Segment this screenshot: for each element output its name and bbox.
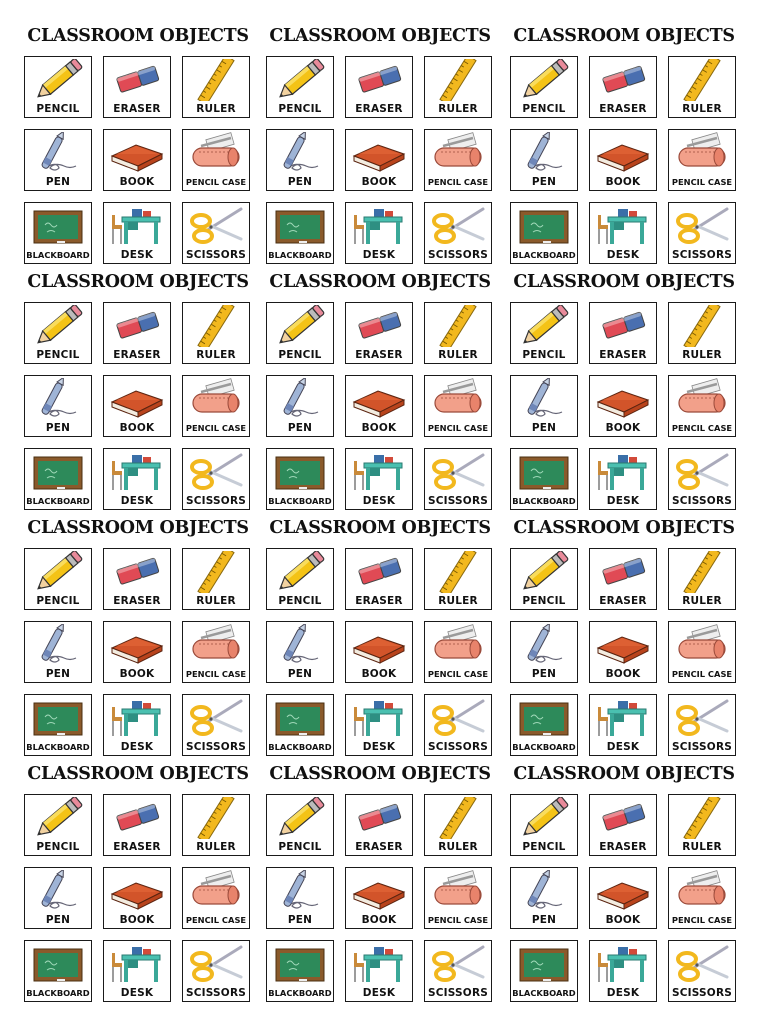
flashcard-label: RULER: [196, 103, 236, 115]
flashcard-label: PENCIL: [522, 103, 566, 115]
flashcard: [345, 867, 413, 929]
flashcard: [266, 302, 334, 364]
flashcard: [182, 621, 250, 683]
flashcard-label: BLACKBOARD: [26, 742, 90, 752]
flashcard: [668, 621, 736, 683]
flashcard: [510, 940, 578, 1002]
flashcard-label: BOOK: [119, 914, 155, 926]
flashcard: [668, 56, 736, 118]
flashcard: [266, 375, 334, 437]
flashcard: [182, 202, 250, 264]
flashcard: [589, 548, 657, 610]
flashcard: [345, 940, 413, 1002]
flashcard-label: DESK: [606, 249, 640, 261]
flashcard: [424, 56, 492, 118]
flashcard-set: [16, 24, 260, 262]
flashcard-label: BLACKBOARD: [26, 988, 90, 998]
flashcard-label: SCISSORS: [427, 741, 488, 753]
flashcard: [24, 302, 92, 364]
flashcard: [266, 940, 334, 1002]
flashcard: [182, 375, 250, 437]
flashcard-label: PEN: [531, 176, 557, 188]
flashcard-set: [16, 762, 260, 1000]
flashcard-label: BOOK: [119, 668, 155, 680]
flashcard-label: PEN: [287, 422, 313, 434]
flashcard-label: PEN: [45, 914, 71, 926]
set-title: CLASSROOM OBJECTS: [27, 764, 249, 784]
set-title: CLASSROOM OBJECTS: [27, 518, 249, 538]
flashcard-label: PENCIL CASE: [427, 177, 489, 187]
flashcard: [266, 202, 334, 264]
flashcard-label: BOOK: [361, 422, 397, 434]
flashcard-label: DESK: [362, 249, 396, 261]
flashcard-label: DESK: [120, 495, 154, 507]
flashcard: [345, 448, 413, 510]
flashcard-label: SCISSORS: [427, 987, 488, 999]
flashcard: [668, 202, 736, 264]
flashcard: [345, 129, 413, 191]
flashcard-label: SCISSORS: [671, 987, 732, 999]
flashcard: [182, 940, 250, 1002]
flashcard-label: PEN: [531, 668, 557, 680]
flashcard: [510, 621, 578, 683]
flashcard-label: DESK: [120, 987, 154, 999]
flashcard-label: DESK: [362, 987, 396, 999]
flashcard-label: ERASER: [113, 349, 161, 361]
flashcard: [424, 548, 492, 610]
flashcard: [589, 794, 657, 856]
flashcard-label: BLACKBOARD: [512, 742, 576, 752]
flashcard-label: PENCIL: [278, 349, 322, 361]
flashcard: [424, 302, 492, 364]
flashcard-label: RULER: [682, 841, 722, 853]
flashcard-label: DESK: [606, 741, 640, 753]
flashcard: [668, 375, 736, 437]
flashcard-label: DESK: [120, 741, 154, 753]
flashcard: [266, 548, 334, 610]
flashcard-label: SCISSORS: [671, 495, 732, 507]
flashcard: [103, 621, 171, 683]
set-title: CLASSROOM OBJECTS: [269, 518, 491, 538]
flashcard-label: BOOK: [361, 176, 397, 188]
flashcard: [345, 621, 413, 683]
flashcard-label: PENCIL CASE: [427, 915, 489, 925]
flashcard-label: DESK: [120, 249, 154, 261]
flashcard: [266, 129, 334, 191]
flashcard-label: ERASER: [355, 349, 403, 361]
flashcard: [24, 129, 92, 191]
flashcard: [510, 794, 578, 856]
flashcard-label: SCISSORS: [185, 741, 246, 753]
flashcard-label: BOOK: [361, 668, 397, 680]
flashcard-label: PENCIL: [36, 103, 80, 115]
flashcard: [266, 794, 334, 856]
flashcard: [266, 694, 334, 756]
flashcard-label: PENCIL: [522, 595, 566, 607]
flashcard-label: SCISSORS: [185, 249, 246, 261]
set-title: CLASSROOM OBJECTS: [269, 272, 491, 292]
set-title: CLASSROOM OBJECTS: [27, 26, 249, 46]
flashcard-label: BLACKBOARD: [268, 988, 332, 998]
flashcard-label: PENCIL: [278, 841, 322, 853]
flashcard-label: SCISSORS: [185, 495, 246, 507]
flashcard-label: PENCIL CASE: [427, 423, 489, 433]
flashcard: [424, 129, 492, 191]
flashcard-label: PENCIL: [36, 841, 80, 853]
flashcard-label: PENCIL: [278, 103, 322, 115]
flashcard-label: ERASER: [599, 595, 647, 607]
flashcard-set: [258, 516, 502, 754]
flashcard: [103, 940, 171, 1002]
flashcard-label: PENCIL CASE: [185, 915, 247, 925]
flashcard: [589, 694, 657, 756]
flashcard-label: ERASER: [113, 103, 161, 115]
flashcard-label: RULER: [682, 103, 722, 115]
flashcard: [424, 202, 492, 264]
flashcard: [424, 448, 492, 510]
flashcard-label: PENCIL CASE: [185, 669, 247, 679]
flashcard: [424, 621, 492, 683]
flashcard: [24, 867, 92, 929]
flashcard-label: DESK: [606, 987, 640, 999]
flashcard: [589, 940, 657, 1002]
flashcard-label: BLACKBOARD: [268, 496, 332, 506]
flashcard: [103, 448, 171, 510]
flashcard-label: BOOK: [605, 422, 641, 434]
flashcard-label: PENCIL CASE: [671, 915, 733, 925]
flashcard-label: BLACKBOARD: [268, 742, 332, 752]
flashcard: [424, 940, 492, 1002]
flashcard: [103, 129, 171, 191]
flashcard: [266, 621, 334, 683]
flashcard-label: ERASER: [355, 595, 403, 607]
flashcard: [182, 694, 250, 756]
flashcard-label: PEN: [45, 668, 71, 680]
flashcard-label: DESK: [362, 495, 396, 507]
flashcard: [589, 621, 657, 683]
flashcard: [510, 202, 578, 264]
flashcard-label: BOOK: [605, 668, 641, 680]
flashcard-label: SCISSORS: [427, 249, 488, 261]
flashcard: [510, 56, 578, 118]
flashcard: [510, 375, 578, 437]
flashcard: [266, 448, 334, 510]
flashcard: [424, 375, 492, 437]
flashcard-set: [502, 24, 746, 262]
flashcard-label: SCISSORS: [671, 249, 732, 261]
flashcard: [345, 202, 413, 264]
flashcard-label: PENCIL CASE: [671, 177, 733, 187]
flashcard: [103, 548, 171, 610]
flashcard: [24, 56, 92, 118]
flashcard-label: ERASER: [355, 841, 403, 853]
flashcard: [668, 448, 736, 510]
flashcard-label: RULER: [438, 103, 478, 115]
flashcard: [103, 202, 171, 264]
flashcard-set: [258, 762, 502, 1000]
flashcard-label: PENCIL: [522, 841, 566, 853]
flashcard: [266, 867, 334, 929]
flashcard-label: BOOK: [361, 914, 397, 926]
flashcard-label: BLACKBOARD: [26, 250, 90, 260]
flashcard-label: PEN: [45, 176, 71, 188]
flashcard-label: SCISSORS: [427, 495, 488, 507]
flashcard: [345, 794, 413, 856]
flashcard-label: PENCIL CASE: [671, 423, 733, 433]
flashcard-set: [502, 516, 746, 754]
flashcard: [24, 794, 92, 856]
flashcard-label: BOOK: [119, 422, 155, 434]
flashcard-label: PEN: [531, 914, 557, 926]
flashcard-label: ERASER: [599, 841, 647, 853]
flashcard-label: PENCIL CASE: [671, 669, 733, 679]
flashcard-label: RULER: [438, 841, 478, 853]
flashcard: [24, 694, 92, 756]
flashcard-label: RULER: [196, 595, 236, 607]
flashcard: [182, 794, 250, 856]
flashcard-label: PENCIL CASE: [185, 423, 247, 433]
flashcard: [668, 867, 736, 929]
flashcard-label: PEN: [531, 422, 557, 434]
flashcard: [589, 129, 657, 191]
flashcard: [668, 548, 736, 610]
flashcard-label: RULER: [196, 349, 236, 361]
flashcard: [266, 56, 334, 118]
flashcard: [103, 794, 171, 856]
flashcard: [668, 940, 736, 1002]
flashcard: [182, 129, 250, 191]
flashcard-label: PEN: [287, 914, 313, 926]
set-title: CLASSROOM OBJECTS: [513, 518, 735, 538]
flashcard-label: BLACKBOARD: [512, 988, 576, 998]
flashcard-set: [16, 516, 260, 754]
flashcard: [103, 867, 171, 929]
flashcard-label: PENCIL CASE: [427, 669, 489, 679]
flashcard-label: BLACKBOARD: [268, 250, 332, 260]
flashcard-label: PEN: [45, 422, 71, 434]
flashcard: [182, 448, 250, 510]
flashcard: [668, 694, 736, 756]
flashcard: [24, 202, 92, 264]
flashcard-label: DESK: [362, 741, 396, 753]
flashcard: [182, 867, 250, 929]
flashcard: [345, 548, 413, 610]
flashcard: [589, 56, 657, 118]
flashcard-label: RULER: [438, 349, 478, 361]
flashcard-set: [502, 762, 746, 1000]
flashcard: [589, 302, 657, 364]
flashcard-label: ERASER: [599, 103, 647, 115]
flashcard: [510, 302, 578, 364]
flashcard-label: RULER: [196, 841, 236, 853]
flashcard-label: SCISSORS: [185, 987, 246, 999]
set-title: CLASSROOM OBJECTS: [269, 26, 491, 46]
flashcard-label: RULER: [682, 349, 722, 361]
flashcard: [103, 375, 171, 437]
flashcard-label: BOOK: [605, 914, 641, 926]
flashcard: [510, 448, 578, 510]
flashcard: [345, 375, 413, 437]
flashcard: [103, 302, 171, 364]
flashcard: [24, 375, 92, 437]
flashcard: [103, 56, 171, 118]
flashcard: [510, 867, 578, 929]
flashcard: [24, 448, 92, 510]
flashcard-label: PENCIL: [278, 595, 322, 607]
flashcard: [24, 940, 92, 1002]
flashcard: [589, 375, 657, 437]
flashcard-label: PEN: [287, 176, 313, 188]
flashcard-label: BOOK: [119, 176, 155, 188]
flashcard-set: [258, 24, 502, 262]
flashcard-label: ERASER: [113, 595, 161, 607]
flashcard: [182, 302, 250, 364]
flashcard: [589, 448, 657, 510]
flashcard-label: ERASER: [355, 103, 403, 115]
flashcard-set: [258, 270, 502, 508]
flashcard-label: RULER: [682, 595, 722, 607]
set-title: CLASSROOM OBJECTS: [513, 272, 735, 292]
flashcard-label: PEN: [287, 668, 313, 680]
flashcard-label: BOOK: [605, 176, 641, 188]
set-title: CLASSROOM OBJECTS: [513, 764, 735, 784]
flashcard-label: PENCIL: [36, 595, 80, 607]
flashcard: [424, 867, 492, 929]
flashcard-label: PENCIL CASE: [185, 177, 247, 187]
flashcard: [589, 867, 657, 929]
flashcard: [182, 548, 250, 610]
flashcard-label: SCISSORS: [671, 741, 732, 753]
flashcard: [589, 202, 657, 264]
flashcard-label: ERASER: [599, 349, 647, 361]
flashcard: [510, 548, 578, 610]
flashcard-label: DESK: [606, 495, 640, 507]
flashcard: [345, 694, 413, 756]
flashcard-set: [16, 270, 260, 508]
flashcard-label: BLACKBOARD: [512, 250, 576, 260]
flashcard: [424, 794, 492, 856]
flashcard: [345, 302, 413, 364]
flashcard-label: ERASER: [113, 841, 161, 853]
flashcard: [182, 56, 250, 118]
flashcard: [24, 621, 92, 683]
flashcard: [668, 129, 736, 191]
flashcard: [103, 694, 171, 756]
flashcard-label: BLACKBOARD: [26, 496, 90, 506]
flashcard-set: [502, 270, 746, 508]
flashcard: [510, 129, 578, 191]
flashcard-label: PENCIL: [36, 349, 80, 361]
set-title: CLASSROOM OBJECTS: [27, 272, 249, 292]
flashcard: [668, 794, 736, 856]
flashcard-label: BLACKBOARD: [512, 496, 576, 506]
flashcard: [345, 56, 413, 118]
set-title: CLASSROOM OBJECTS: [269, 764, 491, 784]
flashcard-label: RULER: [438, 595, 478, 607]
flashcard-label: PENCIL: [522, 349, 566, 361]
flashcard: [510, 694, 578, 756]
set-title: CLASSROOM OBJECTS: [513, 26, 735, 46]
flashcard: [424, 694, 492, 756]
flashcard: [668, 302, 736, 364]
flashcard: [24, 548, 92, 610]
